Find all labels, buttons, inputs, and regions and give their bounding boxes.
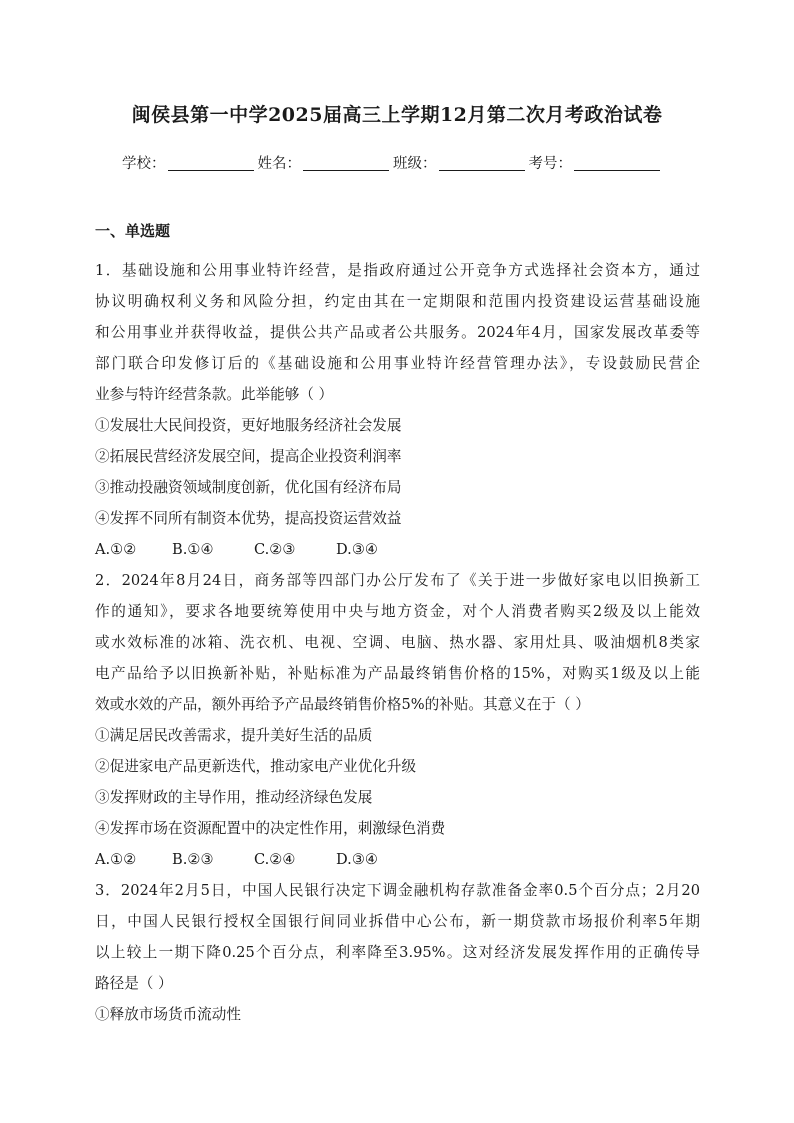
- question-stem-line: 效或水效的产品，额外再给予产品最终销售价格5%的补贴。其意义在于（ ）: [95, 696, 590, 713]
- answer-choice-a: A.①②: [95, 541, 137, 558]
- school-blank: [168, 156, 254, 171]
- question-stem-line: 3．2024年2月5日，中国人民银行决定下调金融机构存款准备金率0.5个百分点；2月20: [95, 882, 700, 899]
- name-blank: [303, 156, 389, 171]
- statement-option: ③推动投融资领域制度创新，优化国有经济布局: [95, 479, 402, 496]
- statement-option: ④发挥市场在资源配置中的决定性作用，刺激绿色消费: [95, 820, 446, 837]
- question-stem-line: 业参与特许经营条款。此举能够（ ）: [95, 386, 334, 403]
- name-label: 姓名：: [257, 156, 301, 172]
- question-stem-line: 日，中国人民银行授权全国银行间同业拆借中心公布，新一期贷款市场报价利率5年期: [95, 913, 700, 930]
- question-2: [95, 565, 700, 875]
- answer-choice-b: B.②③: [172, 851, 214, 868]
- question-stem-line: 2．2024年8月24日，商务部等四部门办公厅发布了《关于进一步做好家电以旧换新工: [95, 572, 700, 589]
- question-stem-line: 和公用事业并获得收益，提供公共产品或者公共服务。2024年4月，国家发展改革委等: [95, 324, 700, 341]
- question-1: [95, 255, 700, 565]
- statement-option: ①释放市场货币流动性: [95, 1006, 241, 1023]
- question-stem-line: 协议明确权利义务和风险分担，约定由其在一定期限和范围内投资建设运营基础设施: [95, 293, 700, 310]
- student-info-row: [122, 152, 664, 173]
- class-label: 班级：: [393, 156, 437, 172]
- question-stem-line: 作的通知》，要求各地要统筹使用中央与地方资金，对个人消费者购买2级及以上能效: [95, 603, 700, 620]
- school-label: 学校：: [122, 156, 166, 172]
- answer-choice-a: A.①②: [95, 851, 137, 868]
- statement-option: ②拓展民营经济发展空间，提高企业投资利润率: [95, 448, 402, 465]
- statement-option: ①发展壮大民间投资，更好地服务经济社会发展: [95, 417, 402, 434]
- section-heading: 一、单选题: [95, 222, 171, 240]
- answer-choice-c: C.②③: [254, 541, 296, 558]
- question-stem-line: 1．基础设施和公用事业特许经营，是指政府通过公开竞争方式选择社会资本方，通过: [95, 262, 700, 279]
- question-stem-line: 或水效标准的冰箱、洗衣机、电视、空调、电脑、热水器、家用灶具、吸油烟机8类家: [95, 634, 700, 651]
- statement-option: ①满足居民改善需求，提升美好生活的品质: [95, 727, 373, 744]
- answer-choice-c: C.②④: [254, 851, 296, 868]
- statement-option: ④发挥不同所有制资本优势，提高投资运营效益: [95, 510, 402, 527]
- question-3: [95, 875, 700, 1030]
- exam-no-blank: [574, 156, 660, 171]
- answer-choice-b: B.①④: [172, 541, 214, 558]
- question-stem-line: 以上较上一期下降0.25个百分点，利率降至3.95%。这对经济发展发挥作用的正确传导: [95, 944, 700, 961]
- exam-no-label: 考号：: [528, 156, 572, 172]
- questions-area: [95, 255, 700, 1030]
- statement-option: ②促进家电产品更新迭代，推动家电产业优化升级: [95, 758, 417, 775]
- question-stem-line: 路径是（ ）: [95, 975, 173, 992]
- exam-title: 闽侯县第一中学2025届高三上学期12月第二次月考政治试卷: [131, 104, 663, 126]
- answer-choice-d: D.③④: [336, 541, 378, 558]
- question-stem-line: 部门联合印发修订后的《基础设施和公用事业特许经营管理办法》，专设鼓励民营企: [95, 355, 700, 372]
- answer-choice-d: D.③④: [336, 851, 378, 868]
- question-stem-line: 电产品给予以旧换新补贴，补贴标准为产品最终销售价格的15%，对购买1级及以上能: [95, 665, 700, 682]
- answer-choices: [95, 534, 700, 565]
- answer-choices: [95, 844, 700, 875]
- class-blank: [439, 156, 525, 171]
- statement-option: ③发挥财政的主导作用，推动经济绿色发展: [95, 789, 373, 806]
